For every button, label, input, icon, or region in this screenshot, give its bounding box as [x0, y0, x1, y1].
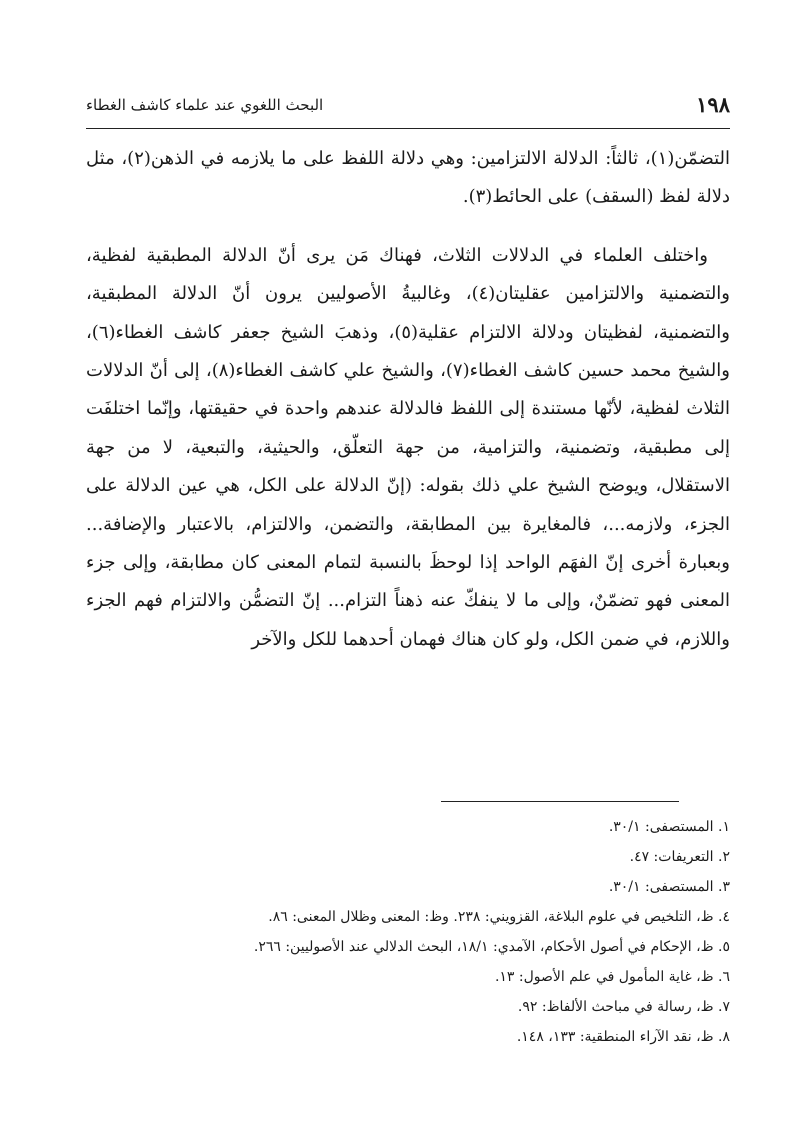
- running-title: البحث اللغوي عند علماء كاشف الغطاء: [86, 96, 324, 114]
- body-paragraph: واختلف العلماء في الدلالات الثلاث، فهناك مَن يرى أنّ الدلالة المطبقية لفظية، والتضمنية والالتزامين عقليتان(٤)، وغالبيةُ الأصوليين يرون أنّ الدلالة المطبقية، والتضمنية، لفظيتان ودلالة الالتزام عقلية(٥)، وذهبَ الشيخ جعفر كاشف الغطاء(٦)، والشيخ محمد حسين كاشف الغطاء(٧)، والشيخ علي كاشف الغطاء(٨)، إلى أنّ الدلالات الثلاث لفظية، لأنّها مستندة إلى اللفظ فالدلالة عندهم واحدة في حقيقتها، وإنّما اختلفَت إلى مطبقية، وتضمنية، والتزامية، من جهة التعلّق، والحيثية، والتبعية، لا من جهة الاستقلال، ويوضح الشيخ علي ذلك بقوله: (إنّ الدلالة على الكل، هي عين الدلالة على الجزء، ولازمه...، فالمغايرة بين المطابقة، والتضمن، والالتزام، بالاعتبار والإضافة... وبعبارة أخرى إنّ الفهَم الواحد إذا لوحظَ بالنسبة لتمام المعنى كان مطابقة، وإلى جزء المعنى فهو تضمّنٌ، وإلى ما لا ينفكّ عنه ذهناً التزام... إنّ التضمُّن والالتزام فهم الجزء واللازم، في ضمن الكل، ولو كان هناك فهمان أحدهما للكل والآخر: [86, 244, 730, 650]
- footnote-item: ٤. ظ، التلخيص في علوم البلاغة، القزويني: ٢٣٨. وظ: المعنى وظلال المعنى: ٨٦.: [268, 909, 730, 925]
- header-divider: [86, 128, 730, 129]
- footnote-divider: [441, 801, 679, 802]
- footnote-item: ٨. ظ، نقد الآراء المنطقية: ١٣٣، ١٤٨.: [516, 1029, 730, 1045]
- footnote-item: ٧. ظ، رسالة في مباحث الألفاظ: ٩٢.: [517, 999, 730, 1015]
- body-paragraph: التضمّن(١)، ثالثاً: الدلالة الالتزامين: وهي دلالة اللفظ على ما يلازمه في الذهن(٢)، مثل دلالة لفظ (السقف) على الحائط(٣).: [86, 148, 730, 208]
- footnote-item: ٢. التعريفات: ٤٧.: [629, 849, 730, 865]
- footnote-item: ١. المستصفى: ٣٠/١.: [608, 819, 730, 835]
- footnotes: [86, 812, 730, 1052]
- footnote-item: ٥. ظ، الإحكام في أصول الأحكام، الآمدي: ١٨/١، البحث الدلالي عند الأصوليين: ٢٦٦.: [253, 939, 730, 955]
- page-header: [86, 88, 730, 124]
- footnote-item: ٦. ظ، غاية المأمول في علم الأصول: ١٣.: [494, 969, 730, 985]
- main-text: [86, 140, 730, 659]
- page-number: ١٩٨: [696, 92, 730, 117]
- footnote-item: ٣. المستصفى: ٣٠/١.: [608, 879, 730, 895]
